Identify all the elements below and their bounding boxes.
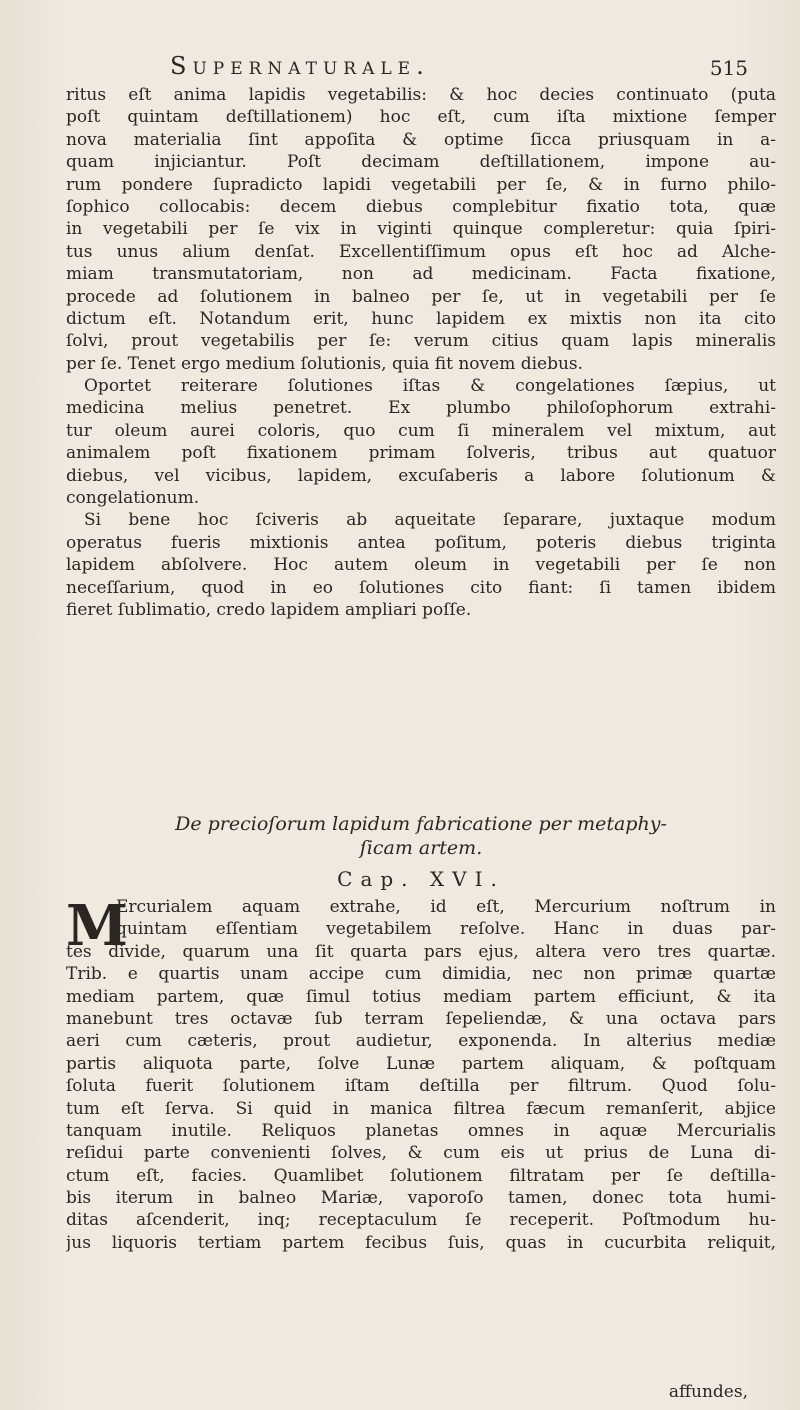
text-line: Ercurialem aquam extrahe, id eſt, Mercurium noſtrum in <box>116 897 776 917</box>
text-line: nova materialia ſint appoſita & optime ſicca priusquam in a- <box>66 129 776 150</box>
text-line: partis aliquota parte, ſolve Lunæ partem aliquam, & poſtquam <box>66 1053 776 1074</box>
text-line: mediam partem, quæ ſimul totius mediam partem efficiunt, & ita <box>66 986 776 1007</box>
section-heading <box>66 812 776 892</box>
paragraph <box>66 375 776 509</box>
main-text <box>66 84 776 621</box>
page-header <box>0 52 800 82</box>
text-line: congelationum. <box>66 488 200 509</box>
text-line: rum pondere ſupradicto lapidi vegetabili per ſe, & in furno philo- <box>66 174 776 195</box>
running-title: Supernaturale. <box>170 52 430 80</box>
text-line: dictum eſt. Notandum erit, hunc lapidem ex mixtis non ita cito <box>66 308 776 329</box>
text-line: quintam eſſentiam vegetabilem reſolve. Hanc in duas par- <box>116 919 776 940</box>
text-line: ſophico collocabis: decem diebus complebitur fixatio tota, quæ <box>66 196 776 217</box>
text-line: poſt quintam deſtillationem) hoc eſt, cum iſta mixtione ſemper <box>66 107 776 128</box>
text-line: lapidem abſolvere. Hoc autem oleum in vegetabili per ſe non <box>66 555 776 576</box>
rubric-line: De precioſorum lapidum fabricatione per metaphy- <box>175 813 667 835</box>
text-line: neceſſarium, quod in eo ſolutiones cito fiant: ſi tamen ibidem <box>66 577 776 598</box>
text-line: tes divide, quarum una ſit quarta pars ejus, altera vero tres quartæ. <box>66 941 776 962</box>
text-line: tur oleum aurei coloris, quo cum ſi mineralem vel mixtum, aut <box>66 420 776 441</box>
text-line: in vegetabili per ſe vix in viginti quinque compleretur: quia ſpiri- <box>66 219 776 240</box>
text-line: jus liquoris tertiam partem fecibus ſuis, quas in cucurbita reliquit, <box>66 1232 776 1253</box>
text-line: medicina melius penetret. Ex plumbo philoſophorum extrahi- <box>66 398 776 419</box>
text-line: Si bene hoc ſciveris ab aqueitate ſeparare, juxtaque modum <box>84 510 776 531</box>
paragraph <box>66 509 776 621</box>
text-line: tum eſt ſerva. Si quid in manica filtrea fæcum remanſerit, abjice <box>66 1098 776 1119</box>
page-number: 515 <box>709 56 748 80</box>
text-line: bis iterum in balneo Mariæ, vaporoſo tamen, donec tota humi- <box>66 1188 776 1209</box>
text-line: reſidui parte convenienti ſolves, & cum eis ut prius de Luna di- <box>66 1143 776 1164</box>
text-line: quam injiciantur. Poſt decimam deſtillationem, impone au- <box>66 152 776 173</box>
chapter-text <box>66 893 776 1254</box>
text-line: miam transmutatoriam, non ad medicinam. Facta fixatione, <box>66 264 776 285</box>
text-line: animalem poſt fixationem primam ſolveris, tribus aut quatuor <box>66 443 776 464</box>
text-line: ſoluta fuerit ſolutionem iſtam deſtilla per filtrum. Quod ſolu- <box>66 1076 776 1097</box>
text-line: tanquam inutile. Reliquos planetas omnes in aquæ Mercurialis <box>66 1120 776 1141</box>
text-line: ditas aſcenderit, inq; receptaculum ſe receperit. Poſtmodum hu- <box>66 1210 776 1231</box>
text-line: operatus fueris mixtionis antea poſitum, poteris diebus triginta <box>66 532 776 553</box>
text-line: diebus, vel vicibus, lapidem, excuſaberis a labore ſolutionum & <box>66 465 776 486</box>
text-line: ſolvi, prout vegetabilis per ſe: verum citius quam lapis mineralis <box>66 331 776 352</box>
text-line: ritus eſt anima lapidis vegetabilis: & hoc decies continuato (puta <box>66 85 776 105</box>
chapter-heading: Cap. XVI. <box>337 867 505 891</box>
text-line: Trib. e quartis unam accipe cum dimidia, nec non primæ quartæ <box>66 964 776 985</box>
paragraph <box>66 84 776 375</box>
text-line: per ſe. Tenet ergo medium ſolutionis, quia fit novem diebus. <box>66 353 584 374</box>
catchword: affundes, <box>668 1382 748 1402</box>
drop-cap: M <box>66 893 128 959</box>
rubric-line: ſicam artem. <box>359 837 483 859</box>
text-line: procede ad ſolutionem in balneo per ſe, ut in vegetabili per ſe <box>66 286 776 307</box>
text-line: manebunt tres octavæ ſub terram ſepeliendæ, & una octava pars <box>66 1008 776 1029</box>
text-line: fieret ſublimatio, credo lapidem ampliari poſſe. <box>66 599 472 620</box>
text-line: ctum eſt, facies. Quamlibet ſolutionem filtratam per ſe deſtilla- <box>66 1165 776 1186</box>
text-line: tus unus alium denſat. Excellentiſſimum opus eſt hoc ad Alche- <box>66 241 776 262</box>
text-line: Oportet reiterare ſolutiones iſtas & congelationes ſæpius, ut <box>84 376 776 397</box>
text-line: aeri cum cæteris, prout audietur, exponenda. In alterius mediæ <box>66 1031 776 1052</box>
